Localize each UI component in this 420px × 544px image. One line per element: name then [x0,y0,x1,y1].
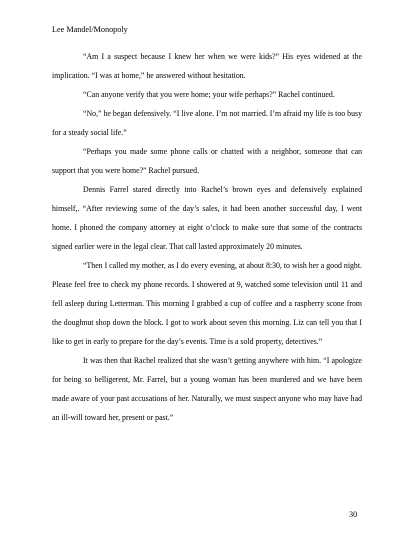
paragraph: Dennis Farrel stared directly into Rachel’s brown eyes and defensively explained himself,. “After reviewing some of the day’s sales, it had been another successful day, I went home. I phoned the company attorney at eight o’clock to make sure that some of the contracts signed earlier were in the legal clear. That call lasted approximately 20 minutes. [52,185,362,251]
paragraph: “Perhaps you made some phone calls or chatted with a neighbor, someone that can support that you were home?” Rachel pursued. [52,147,362,175]
paragraph: “Can anyone verify that you were home; your wife perhaps?” Rachel continued. [83,90,335,99]
paragraph: “No,” he began defensively. “I live alone. I’m not married. I’m afraid my life is too busy for a steady social life.” [52,109,362,137]
paragraph: “Am I a suspect because I knew her when we were kids?” His eyes widened at the implication. “I was at home,” he answered without hesitation. [52,52,362,80]
paragraph: It was then that Rachel realized that she wasn’t getting anywhere with him. “I apologize for being so belligerent, Mr. Farrel, but a young woman has been murdered and we have been made aware of your past accusations of her. Naturally, we must suspect anyone who may have had an ill-will toward her, present or past.” [52,356,362,422]
manuscript-body [52,47,362,427]
running-header: Lee Mandel/Monopoly [52,25,128,34]
paragraph: “Then I called my mother, as I do every evening, at about 8:30, to wish her a good night. Please feel free to check my phone records. I showered at 9, watched some television until 11 and fell asleep during Letterman. This morning I grabbed a cup of coffee and a raspberry scone from the doughnut shop down the block. I got to work about seven this morning. Liz can tell you that I like to get in early to prepare for the day’s events. Time is a sold property, detectives.” [52,261,362,346]
page-number: 30 [349,510,358,519]
